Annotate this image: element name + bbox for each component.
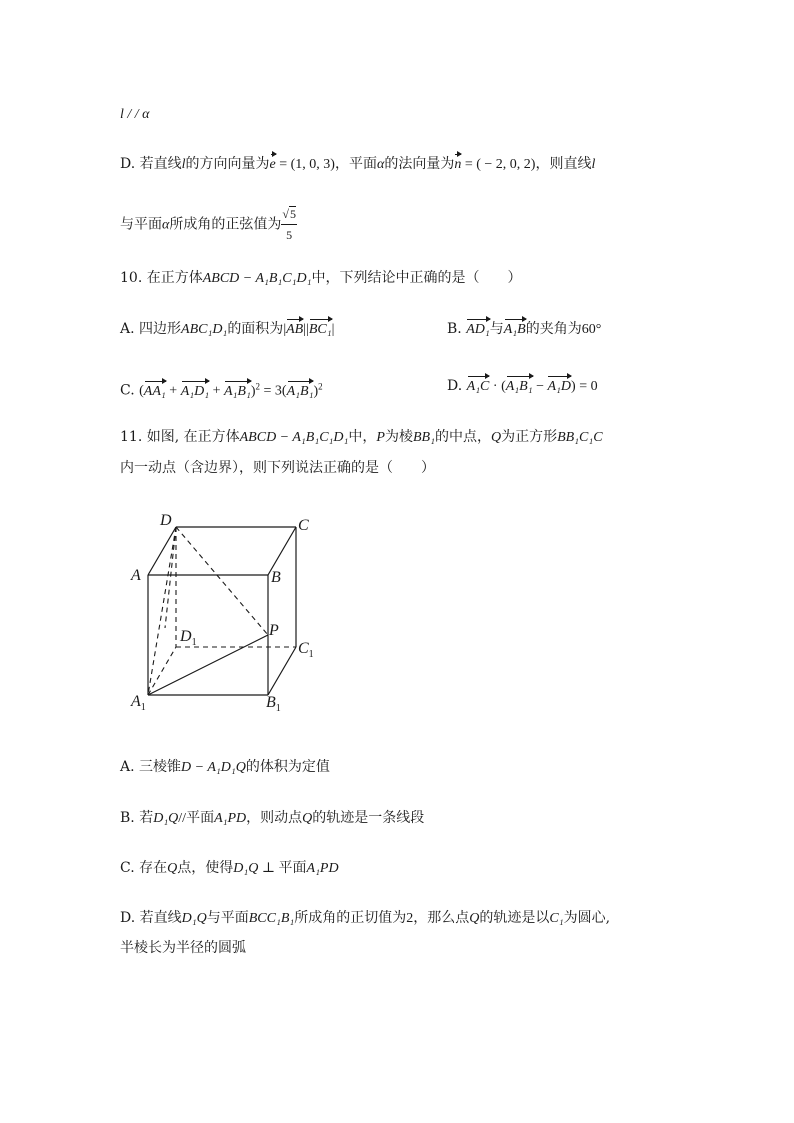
label-C: C (298, 517, 309, 534)
label-P: P (269, 622, 279, 639)
question-11-option-d-line2: 半棱长为半径的圆弧 (120, 940, 246, 956)
question-10-option-a: A. 四边形ABC₁D₁的面积为|AB||BC₁| (120, 319, 334, 340)
question-11-option-b: B. 若D₁Q//平面A₁PD，则动点Q的轨迹是一条线段 (120, 810, 425, 826)
segment-D-P (176, 527, 268, 635)
question-11-option-c: C. 存在Q点，使得D₁Q ⊥ 平面A₁PD (120, 860, 339, 876)
label-A1: $A_1$ (131, 693, 146, 713)
label-B: B (271, 569, 281, 586)
question-10-stem: 10. 在正方体ABCD − A₁B₁C₁D₁中，下列结论中正确的是（ ） (120, 270, 522, 286)
previous-option-tail: l / / α (120, 107, 150, 122)
previous-option-d-line1: D. 若直线l的方向向量为e = (1, 0, 3)，平面α的法向量为n = ( − 2, 0, 2)，则直线l (120, 154, 595, 175)
question-10-option-c: C. $(AA_1 + A_1D_1 + A_1B_1)^2 = 3(A_1B_1)^2$ (120, 376, 323, 402)
question-10-option-b: B. AD₁与A₁B的夹角为60° (447, 319, 601, 340)
vector-n: n (454, 155, 461, 175)
question-11-stem-line2: 内一动点（含边界），则下列说法正确的是（ ） (120, 460, 435, 476)
previous-option-d-line2: 与平面α所成角的正弦值为 $\frac{√5}{5}$ (120, 204, 297, 245)
fraction-sqrt5-over-5: $\frac{√5}{5}$ (281, 204, 297, 245)
segment-D-A1 (148, 527, 176, 695)
label-D1: $D_1$ (180, 628, 197, 648)
question-11-stem-line1: 11. 如图, 在正方体ABCD − A₁B₁C₁D₁中，P为棱BB₁的中点，Q为正方形BB₁C₁C (120, 429, 603, 445)
question-11-option-a: A. 三棱锥D − A₁D₁Q的体积为定值 (120, 759, 330, 775)
label-D: D (160, 512, 172, 529)
vector-e: e (270, 155, 276, 175)
label-B1: $B_1$ (266, 694, 281, 714)
segment-A1-P (148, 635, 268, 695)
edge-B1-C1 (268, 647, 296, 695)
edge-B-C (268, 527, 296, 575)
label-C1: $C_1$ (298, 640, 314, 660)
question-11-option-d-line1: D. 若直线D₁Q与平面BCC₁B₁所成角的正切值为2，那么点Q的轨迹是以C₁为圆心, (120, 910, 611, 926)
cube-figure (128, 510, 328, 720)
label-A: A (131, 567, 141, 584)
edge-A-D (148, 527, 176, 575)
question-10-option-d: D. A₁C · (A₁B₁ − A₁D) = 0 (447, 376, 598, 397)
